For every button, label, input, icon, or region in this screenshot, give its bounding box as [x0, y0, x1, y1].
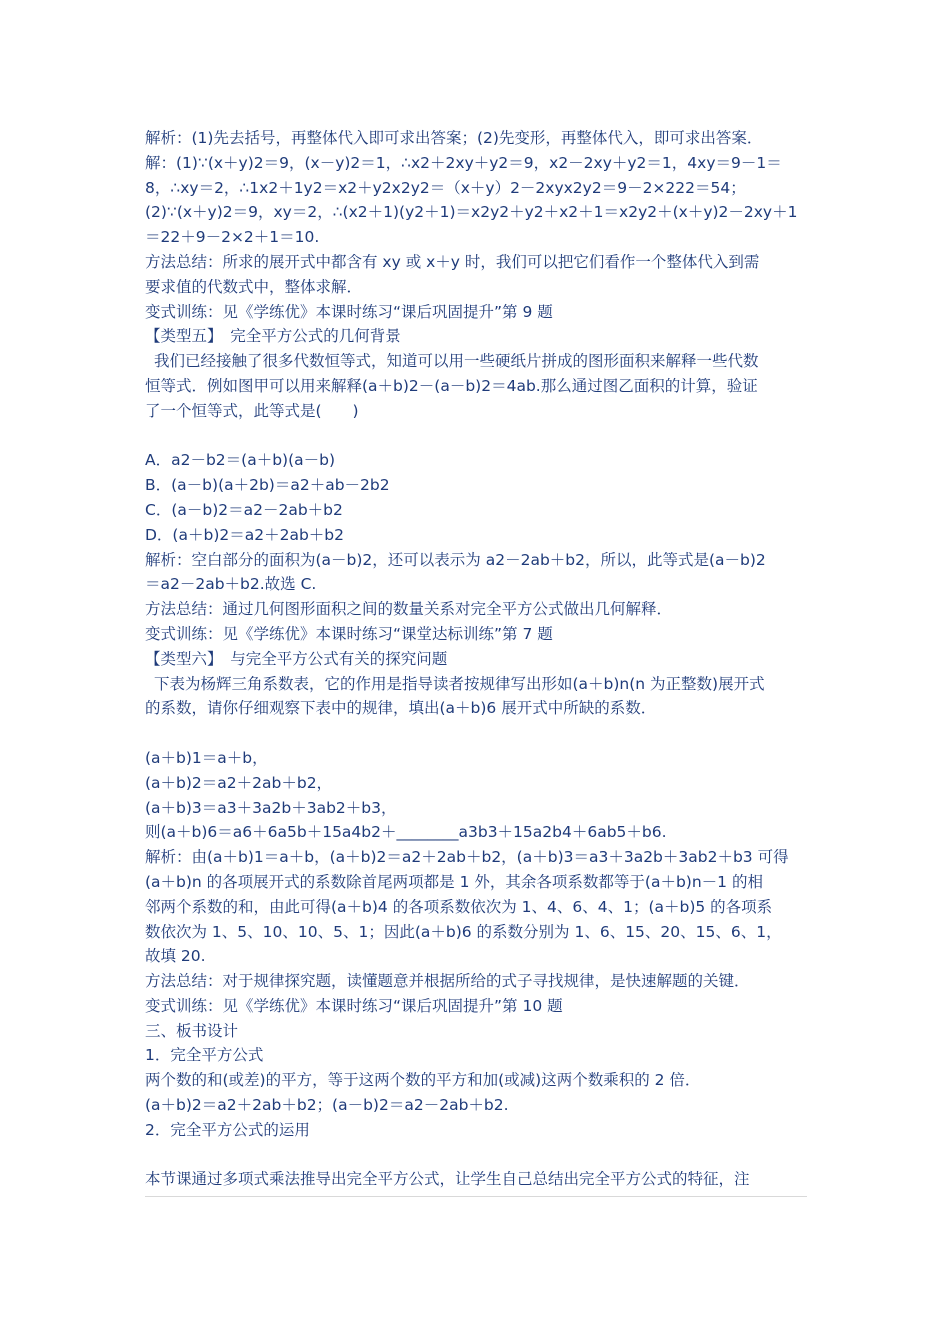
section-heading-type-five: 【类型五】 完全平方公式的几何背景 — [145, 327, 401, 346]
analysis-line: 解析：由(a＋b)1＝a＋b，(a＋b)2＝a2＋2ab＋b2，(a＋b)3＝a3＋3a2b＋3ab2＋b3 可得 — [145, 848, 789, 867]
problem-text-line: 了一个恒等式，此等式是( ) — [145, 401, 359, 420]
page-divider — [145, 1196, 807, 1197]
expansion-line: (a＋b)2＝a2＋2ab＋b2， — [145, 773, 333, 792]
expansion-line: (a＋b)3＝a3＋3a2b＋3ab2＋b3， — [145, 798, 397, 817]
blank-line — [145, 1143, 815, 1168]
choice-d: D．(a＋b)2＝a2＋2ab＋b2 — [145, 525, 344, 544]
solution-line: 解：(1)∵(x＋y)2＝9，(x－y)2＝1，∴x2＋2xy＋y2＝9，x2－2xy＋y2＝1，4xy＝9－1＝ — [145, 153, 782, 172]
document-body — [145, 126, 815, 1192]
choice-a: A．a2－b2＝(a＋b)(a－b) — [145, 451, 336, 470]
board-text-line: 两个数的和(或差)的平方，等于这两个数的平方和加(或减)这两个数乘积的 2 倍． — [145, 1071, 701, 1090]
section-heading-board-design: 三、板书设计 — [145, 1021, 239, 1040]
analysis-line: 解析：空白部分的面积为(a－b)2，还可以表示为 a2－2ab＋b2，所以，此等式是(a－b)2 — [145, 550, 766, 569]
analysis-line: 数依次为 1、5、10、10、5、1；因此(a＋b)6 的系数分别为 1、6、15、20、15、6、1， — [145, 922, 782, 941]
board-item-2: 2．完全平方公式的运用 — [145, 1120, 310, 1139]
analysis-line: 解析：(1)先去括号，再整体代入即可求出答案；(2)先变形，再整体代入，即可求出答案． — [145, 129, 763, 147]
board-formula-line: (a＋b)2＝a2＋2ab＋b2；(a－b)2＝a2－2ab＋b2. — [145, 1096, 509, 1115]
variant-training-line: 变式训练：见《学练优》本课时练习“课后巩固提升”第 9 题 — [145, 302, 553, 321]
problem-text-line: 的系数，请你仔细观察下表中的规律，填出(a＋b)6 展开式中所缺的系数． — [145, 699, 657, 718]
solution-line: ＝22＋9－2×2＋1＝10. — [145, 228, 320, 247]
board-item-1: 1．完全平方公式 — [145, 1046, 264, 1065]
expansion-line: (a＋b)1＝a＋b， — [145, 748, 268, 767]
solution-line: 8，∴xy＝2，∴1x2＋1y2＝x2＋y2x2y2＝（x＋y）2－2xyx2y2＝9－2×222＝54； — [145, 178, 746, 197]
problem-text-line: 恒等式．例如图甲可以用来解释(a＋b)2－(a－b)2＝4ab.那么通过图乙面积的计算，验证 — [145, 376, 758, 395]
method-summary-line: 要求值的代数式中，整体求解． — [145, 277, 363, 296]
section-heading-type-six: 【类型六】 与完全平方公式有关的探究问题 — [145, 649, 448, 668]
method-summary-line: 方法总结：所求的展开式中都含有 xy 或 x＋y 时，我们可以把它们看作一个整体代入到需 — [145, 252, 760, 271]
problem-text-line: 我们已经接触了很多代数恒等式，知道可以用一些硬纸片拼成的图形面积来解释一些代数 — [154, 352, 759, 371]
blank-line — [145, 424, 815, 449]
analysis-line: 邻两个系数的和，由此可得(a＋b)4 的各项系数依次为 1、4、6、4、1；(a＋b)5 的各项系 — [145, 897, 773, 916]
blank-line — [145, 721, 815, 746]
problem-text-line: 下表为杨辉三角系数表，它的作用是指导读者按规律写出形如(a＋b)n(n 为正整数)展开式 — [154, 674, 765, 693]
method-summary-line: 方法总结：通过几何图形面积之间的数量关系对完全平方公式做出几何解释． — [145, 600, 673, 619]
analysis-line: 故填 20. — [145, 947, 206, 966]
fill-in-blank-line: 则(a＋b)6＝a6＋6a5b＋15a4b2＋________a3b3＋15a2b4＋6ab5＋b6. — [145, 823, 667, 842]
solution-line: (2)∵(x＋y)2＝9，xy＝2，∴(x2＋1)(y2＋1)＝x2y2＋y2＋x2＋1＝x2y2＋(x＋y)2－2xy＋1 — [145, 203, 798, 222]
variant-training-line: 变式训练：见《学练优》本课时练习“课堂达标训练”第 7 题 — [145, 624, 553, 643]
choice-c: C．(a－b)2＝a2－2ab＋b2 — [145, 500, 343, 519]
analysis-line: (a＋b)n 的各项展开式的系数除首尾两项都是 1 外，其余各项系数都等于(a＋b)n－1 的相 — [145, 872, 763, 891]
analysis-line: ＝a2－2ab＋b2.故选 C. — [145, 575, 317, 594]
method-summary-line: 方法总结：对于规律探究题，读懂题意并根据所给的式子寻找规律，是快速解题的关键． — [145, 972, 750, 991]
choice-b: B．(a－b)(a＋2b)＝a2＋ab－2b2 — [145, 476, 390, 495]
variant-training-line: 变式训练：见《学练优》本课时练习“课后巩固提升”第 10 题 — [145, 996, 563, 1015]
reflection-line: 本节课通过多项式乘法推导出完全平方公式，让学生自己总结出完全平方公式的特征，注 — [145, 1170, 750, 1189]
